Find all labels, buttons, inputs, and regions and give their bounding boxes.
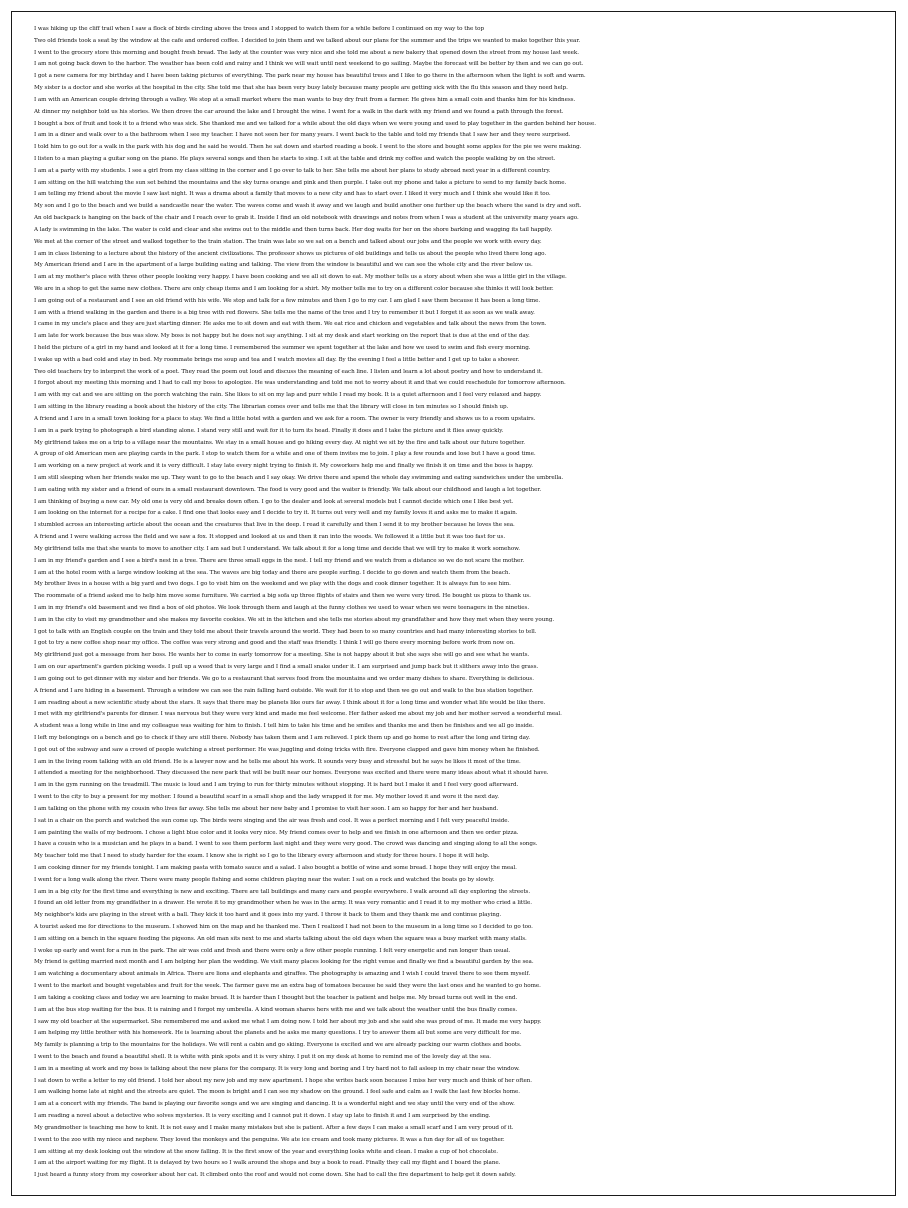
text-line: I am on our apartment's garden picking weeds. I pull up a weed that is very large and I find a small snake under it. I am surprised and jump back but it slithers away into the grass. — [34, 664, 539, 671]
text-line: I am in a big city for the first time and everything is new and exciting. There are tall buildings and many cars and people everywhere. I walk around all day exploring the streets. — [34, 888, 531, 895]
text-line: I went to the grocery store this morning and bought fresh bread. The lady at the counter was very nice and she told me about a new bakery that opened down the street from my house last week. — [34, 49, 579, 56]
text-line: I got to talk with an English couple on the train and they told me about their travels around the world. They had been to so many countries and had many interesting stories to tell. — [34, 628, 537, 635]
text-line: I was hiking up the cliff trail when I saw a flock of birds circling above the trees and I stopped to watch them for a while before I continued on my way to the top — [34, 26, 484, 32]
text-line: A group of old American men are playing cards in the park. I stop to watch them for a while and one of them invites me to join. I play a few rounds and lose but I have a good time. — [34, 451, 536, 458]
text-line: We met at the corner of the street and walked together to the train station. The train was late so we sat on a bench and talked about our jobs and the people we work with every day. — [34, 238, 542, 245]
text-line: My brother lives in a house with a big yard and two dogs. I go to visit him on the weekend and we play with the dogs and cook dinner together. It is always fun to see him. — [34, 581, 511, 588]
text-line: I am in class listening to a lecture about the history of the ancient civilizations. The professor shows us pictures of old buildings and tells us about the people who lived there long ago. — [34, 250, 547, 257]
text-line: My girlfriend takes me on a trip to a village near the mountains. We stay in a small house and go hiking every day. At night we sit by the fire and talk about our future together. — [34, 439, 526, 446]
text-line: My friend is getting married next month and I am helping her plan the wedding. We visit many places looking for the right venue and finally we find a beautiful garden by the sea. — [34, 959, 534, 966]
text-line: I attended a meeting for the neighborhood. They discussed the new park that will be built near our homes. Everyone was excited and there were many ideas about what it should have. — [34, 770, 549, 777]
text-line: I am sitting on a bench in the square feeding the pigeons. An old man sits next to me and starts talking about the old days when the square was a busy market with many stalls. — [34, 935, 527, 942]
text-line: My son and I go to the beach and we build a sandcastle near the water. The waves come and wash it away and we laugh and build another one further up the beach where the sand is dry and soft. — [34, 203, 582, 210]
text-line: I went to the beach and found a beautiful shell. It is white with pink spots and it is very shiny. I put it on my desk at home to remind me of the lovely day at the sea. — [34, 1054, 491, 1061]
text-line: Two old friends took a seat by the window at the cafe and ordered coffee. I decided to join them and we talked about our plans for the summer and the trips we wanted to make together this year. — [34, 37, 581, 44]
text-line: I am sitting on the hill watching the sun set behind the mountains and the sky turns orange and pink and then purple. I take out my phone and take a picture to send to my family back home. — [34, 179, 567, 186]
text-line: My sister is a doctor and she works at the hospital in the city. She told me that she has been very busy lately because many people are getting sick with the flu this season and they need help. — [34, 85, 568, 92]
text-line: I have a cousin who is a musician and he plays in a band. I went to see them perform last night and they were very good. The crowd was dancing and singing along to all the songs. — [34, 841, 538, 848]
text-line: A friend and I were walking across the field and we saw a fox. It stopped and looked at us and then it ran into the woods. We followed it a little but it was too fast for us. — [34, 534, 506, 541]
text-line: Two old teachers try to interpret the work of a poet. They read the poem out loud and discuss the meaning of each line. I listen and learn a lot about poetry and how to understand it. — [34, 368, 543, 375]
text-line: I went for a long walk along the river. There were many people fishing and some children playing near the water. I sat on a rock and watched the boats go by slowly. — [34, 876, 495, 883]
text-line: I am in the living room talking with an old friend. He is a lawyer now and he tells me about his work. It sounds very busy and stressful but he says he likes it most of the time. — [34, 758, 521, 765]
text-line: My family is planning a trip to the mountains for the holidays. We will rent a cabin and go skiing. Everyone is excited and we are already packing our warm clothes and boots. — [34, 1042, 522, 1049]
text-line: I am going out to get dinner with my sister and her friends. We go to a restaurant that serves food from the mountains and we order many dishes to share. Everything is delicious. — [34, 675, 534, 682]
text-line: I listen to a man playing a guitar song on the piano. He plays several songs and then he starts to sing. I sit at the table and drink my coffee and watch the people walking by on the street. — [34, 155, 556, 162]
text-line: I forgot about my meeting this morning and I had to call my boss to apologize. He was understanding and told me not to worry about it and that we could reschedule for tomorrow afternoon. — [34, 380, 566, 387]
text-line: I am telling my friend about the movie I saw last night. It was a drama about a family that moves to a new city and has to start over. I liked it very much and I think she would like it too. — [34, 191, 551, 198]
text-line: An old backpack is hanging on the back of the chair and I reach over to grab it. Inside I find an old notebook with drawings and notes from when I was a student at the university many years ago. — [34, 215, 579, 222]
text-line: I got a new camera for my birthday and I have been taking pictures of everything. The park near my house has beautiful trees and I like to go there in the afternoon when the light is soft and warm. — [34, 73, 586, 80]
text-line: I am still sleeping when her friends wake me up. They want to go to the beach and I say okay. We drive there and spend the whole day swimming and eating sandwiches under the umbrella. — [34, 475, 564, 482]
text-line: I am not going back down to the harbor. The weather has been cold and rainy and I think we will wait until next weekend to go sailing. Maybe the forecast will be better by then and we can go out. — [34, 61, 584, 68]
text-line: I wake up with a bad cold and stay in bed. My roommate brings me soup and tea and I watch movies all day. By the evening I feel a little better and I get up to take a shower. — [34, 356, 520, 363]
text-line: At dinner my neighbor told us his stories. We then drove the car around the lake and I brought the wine. I went for a walk in the dark with my friend and we found a path through the forest. — [34, 108, 564, 115]
text-line: I am with an American couple driving through a valley. We stop at a small market where the man wants to buy dry fruit from a farmer. He gives him a small coin and thanks him for his kindness. — [34, 96, 576, 103]
text-line: I sat in a chair on the porch and watched the sun come up. The birds were singing and the air was fresh and cool. It was a perfect morning and I felt very peaceful inside. — [34, 817, 510, 824]
text-line: I am working on a new project at work and it is very difficult. I stay late every night trying to finish it. My coworkers help me and finally we finish it on time and the boss is happy. — [34, 463, 533, 470]
text-line: I held the picture of a girl in my hand and looked at it for a long time. I remembered the summer we spent together at the lake and how we used to swim and fish every morning. — [34, 345, 531, 352]
text-line: My neighbor's kids are playing in the street with a ball. They kick it too hard and it goes into my yard. I throw it back to them and they thank me and continue playing. — [34, 912, 502, 919]
text-line: I am in a meeting at work and my boss is talking about the new plans for the company. It is very long and boring and I try hard not to fall asleep in my chair near the window. — [34, 1065, 520, 1072]
text-line: I am at my mother's place with three other people looking very happy. I have been cooking and we all sit down to eat. My mother tells us a story about when she was a little girl in the village. — [34, 274, 567, 281]
text-line: I am at the airport waiting for my flight. It is delayed by two hours so I walk around the shops and buy a book to read. Finally they call my flight and I board the plane. — [34, 1160, 501, 1167]
text-line: I am at a party with my students. I see a girl from my class sitting in the corner and I go over to talk to her. She tells me about her plans to study abroad next year in a different country. — [34, 167, 551, 174]
text-line: I am late for work because the bus was slow. My boss is not happy but he does not say anything. I sit at my desk and start working on the report that is due at the end of the day. — [34, 333, 530, 340]
text-line: I am in my friend's old basement and we find a box of old photos. We look through them and laugh at the funny clothes we used to wear when we were teenagers in the nineties. — [34, 605, 530, 611]
text-line: I got to try a new coffee shop near my office. The coffee was very strong and good and the staff was friendly. I think I will go there every morning before work from now on. — [34, 640, 515, 647]
text-line: I went to the zoo with my niece and nephew. They loved the monkeys and the penguins. We ate ice cream and took many pictures. It was a fun day for all of us together. — [34, 1136, 505, 1143]
text-line: I went to the market and bought vegetables and fruit for the week. The farmer gave me an extra bag of tomatoes because he said they were the last ones and he wanted to go home. — [34, 983, 541, 990]
text-line: My girlfriend tells me that she wants to move to another city. I am sad but I understand. We talk about it for a long time and decide that we will try to make it work somehow. — [34, 545, 520, 552]
text-line: I am walking home late at night and the streets are quiet. The moon is bright and I can see my shadow on the ground. I feel safe and calm as I walk the last few blocks home. — [34, 1089, 520, 1096]
text-line: I bought a box of fruit and took it to a friend who was sick. She thanked me and we talked for a while about the old days when we were young and used to play together in the garden behind her house. — [34, 120, 596, 127]
text-line: I just heard a funny story from my coworker about her cat. It climbed onto the roof and would not come down. She had to call the fire department to help get it down safely. — [34, 1172, 516, 1179]
text-line: My girlfriend just got a message from her boss. He wants her to come in early tomorrow for a meeting. She is not happy about it but she says she will go and see what he wants. — [34, 652, 530, 659]
text-line: I am at a concert with my friends. The band is playing our favorite songs and we are singing and dancing. It is a wonderful night and we stay until the very end of the show. — [34, 1101, 515, 1108]
text-line: I am reading about a new scientific study about the stars. It says that there may be planets like ours far away. I think about it for a long time and wonder what life would be like there. — [34, 699, 546, 706]
text-line: I am eating with my sister and a friend of ours in a small restaurant downtown. The food is very good and the waiter is friendly. We talk about our childhood and laugh a lot together. — [34, 486, 542, 493]
text-line: I am in a park trying to photograph a bird standing alone. I stand very still and wait for it to turn its head. Finally it does and I take the picture and it flies away quickly. — [34, 427, 504, 434]
text-line: I am at the bus stop waiting for the bus. It is raining and I forgot my umbrella. A kind woman shares hers with me and we talk about the weather until the bus finally comes. — [34, 1006, 518, 1013]
text-line: I woke up early and went for a run in the park. The air was cold and fresh and there were only a few other people running. I felt very energetic and ran longer than usual. — [34, 947, 511, 954]
text-line: We are in a shop to get the same new clothes. There are only cheap items and I am looking for a shirt. My mother tells me to try on a different color because she thinks it will look better. — [34, 285, 554, 292]
text-line: I am in the gym running on the treadmill. The music is loud and I am trying to run for thirty minutes without stopping. It is hard but I make it and I feel very good afterward. — [34, 782, 519, 789]
text-line: A tourist asked me for directions to the museum. I showed him on the map and he thanked me. Then I realized I had not been to the museum in a long time so I decided to go too. — [34, 924, 533, 931]
text-line: I came in my uncle's place and they are just starting dinner. He asks me to sit down and eat with them. We eat rice and chicken and vegetables and talk about the news from the town. — [34, 321, 547, 328]
text-line: My grandmother is teaching me how to knit. It is not easy and I make many mistakes but she is patient. After a few days I can make a small scarf and I am very proud of it. — [34, 1124, 514, 1131]
text-line: I am watching a documentary about animals in Africa. There are lions and elephants and giraffes. The photography is amazing and I wish I could travel there to see them myself. — [34, 971, 531, 978]
text-line: I am in my friend's garden and I see a bird's nest in a tree. There are three small eggs in the nest. I tell my friend and we watch from a distance so we do not scare the mother. — [34, 557, 525, 564]
text-line: I am reading a novel about a detective who solves mysteries. It is very exciting and I cannot put it down. I stay up late to finish it and I am surprised by the ending. — [34, 1113, 491, 1120]
text-line: I am in a diner and walk over to a the bathroom when I see my teacher. I have not seen her for many years. I went back to the table and told my friends that I saw her and they were surprised. — [34, 132, 571, 139]
text-line: I am with my cat and we are sitting on the porch watching the rain. She likes to sit on my lap and purr while I read my book. It is a quiet afternoon and I feel very relaxed and happy. — [34, 392, 542, 399]
text-line: I am in the city to visit my grandmother and she makes my favorite cookies. We sit in the kitchen and she tells me stories about my grandfather and how they met when they were young. — [34, 616, 555, 623]
text-line: I am painting the walls of my bedroom. I chose a light blue color and it looks very nice. My friend comes over to help and we finish in one afternoon and then we order pizza. — [34, 829, 519, 836]
text-line: A student was a long while in line and my colleague was waiting for him to finish. I tell him to take his time and he smiles and thanks me and then he finishes and we all go inside. — [34, 723, 534, 730]
document-page — [11, 11, 896, 1196]
text-line: A friend and I are in a small town looking for a place to stay. We find a little hotel with a garden and we ask for a room. The owner is very friendly and shows us to a room upstairs. — [34, 415, 536, 422]
text-line: I told him to go out for a walk in the park with his dog and he said he would. Then he sat down and started reading a book. I went to the store and bought some apples for the pie we were making. — [34, 144, 582, 151]
text-line: I saw my old teacher at the supermarket. She remembered me and asked me what I am doing now. I told her about my job and she said she was proud of me. It made me very happy. — [34, 1018, 542, 1025]
text-line: I am sitting in the library reading a book about the history of the city. The librarian comes over and tells me that the library will close in ten minutes so I should finish up. — [34, 404, 509, 411]
text-line: I am at the hotel room with a large window looking at the sea. The waves are big today and there are people surfing. I decide to go down and watch them from the beach. — [34, 569, 511, 576]
text-line: I am with a friend walking in the garden and there is a big tree with red flowers. She tells me the name of the tree and I try to remember it but I forget it as soon as we walk away. — [34, 309, 535, 316]
text-line: I got out of the subway and saw a crowd of people watching a street performer. He was juggling and doing tricks with fire. Everyone clapped and gave him money when he finished. — [34, 746, 540, 753]
text-line: I am cooking dinner for my friends tonight. I am making pasta with tomato sauce and a salad. I also bought a bottle of wine and some bread. I hope they will enjoy the meal. — [34, 864, 517, 871]
text-line: I went to the city to buy a present for my mother. I found a beautiful scarf in a small shop and the lady wrapped it for me. My mother loved it and wore it the next day. — [34, 794, 500, 801]
text-line: I am taking a cooking class and today we are learning to make bread. It is harder than I thought but the teacher is patient and helps me. My bread turns out well in the end. — [34, 994, 518, 1001]
text-line: A friend and I are hiding in a basement. Through a window we can see the rain falling hard outside. We wait for it to stop and then we go out and walk to the bus station together. — [34, 687, 534, 694]
text-line: The roommate of a friend asked me to help him move some furniture. We carried a big sofa up three flights of stairs and then we were very tired. He bought us pizza to thank us. — [34, 593, 531, 600]
text-line: I found an old letter from my grandfather in a drawer. He wrote it to my grandmother when he was in the army. It was very romantic and I read it to my mother who cried a little. — [34, 900, 533, 907]
text-line: I am looking on the internet for a recipe for a cake. I find one that looks easy and I decide to try it. It turns out very well and my family loves it and asks me to make it again. — [34, 510, 518, 517]
text-line: I left my belongings on a bench and go to check if they are still there. Nobody has taken them and I am relieved. I pick them up and go home to rest after the long and tiring day. — [34, 734, 531, 741]
text-line: I am sitting at my desk looking out the window at the snow falling. It is the first snow of the year and everything looks white and clean. I make a cup of hot chocolate. — [34, 1148, 498, 1155]
text-line: I am going out of a restaurant and I see an old friend with his wife. We stop and talk for a few minutes and then I go to my car. I am glad I saw them because it has been a long time. — [34, 297, 541, 304]
text-line: My teacher told me that I need to study harder for the exam. I know she is right so I go to the library every afternoon and study for three hours. I hope it will help. — [34, 853, 490, 860]
text-line: I am thinking of buying a new car. My old one is very old and breaks down often. I go to the dealer and look at several models but I cannot decide which one I like best yet. — [34, 498, 514, 505]
text-line: I met with my girlfriend's parents for dinner. I was nervous but they were very kind and made me feel welcome. Her father asked me about my job and her mother served a wonderful meal. — [34, 711, 562, 718]
text-line: A lady is swimming in the lake. The water is cold and clear and she swims out to the middle and then turns back. Her dog waits for her on the shore barking and wagging its tail happily. — [34, 226, 553, 233]
text-line: I stumbled across an interesting article about the ocean and the creatures that live in the deep. I read it carefully and then I send it to my brother because he loves the sea. — [34, 522, 515, 529]
text-line: My American friend and I are in the apartment of a large building eating and talking. The view from the window is beautiful and we can see the whole city and the river below us. — [34, 262, 533, 269]
text-line: I am helping my little brother with his homework. He is learning about the planets and he asks me many questions. I try to answer them all but some are very difficult for me. — [34, 1030, 522, 1037]
text-line: I sat down to write a letter to my old friend. I told her about my new job and my new apartment. I hope she writes back soon because I miss her very much and think of her often. — [34, 1077, 533, 1084]
text-line: I am talking on the phone with my cousin who lives far away. She tells me about her new baby and I promise to visit her soon. I am so happy for her and her husband. — [34, 805, 499, 812]
